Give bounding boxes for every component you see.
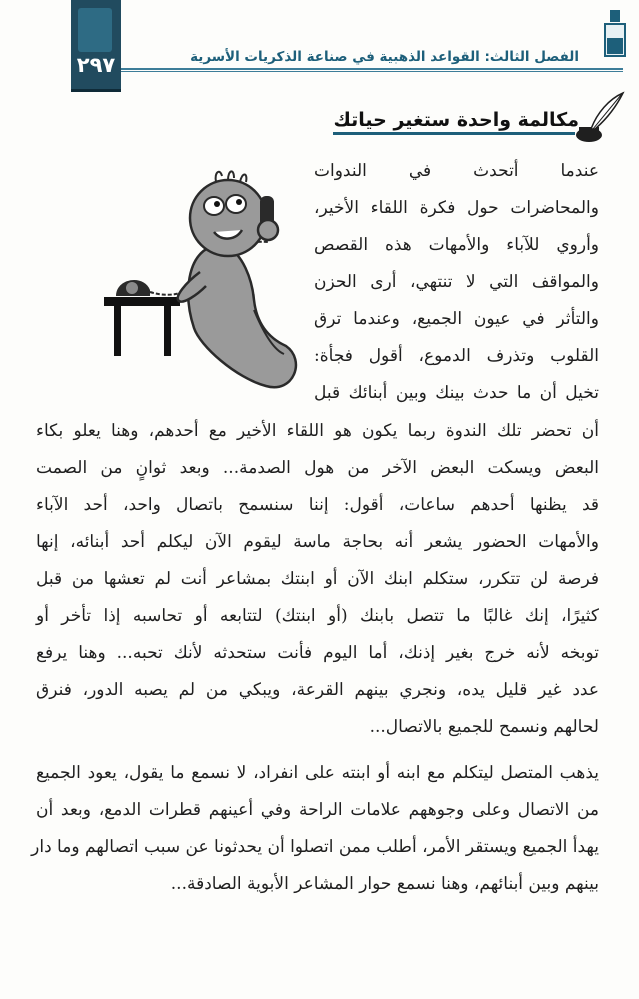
text-line: وأروي للآباء والأمهات هذه القصص [314,235,599,255]
text-line: فرصة لن تتكرر، ستكلم ابنك الآن أو ابنتك بمشاعر أنت لم تعشها من قبل [36,569,599,589]
text-line: قد يظنها أحدهم ساعات، أقول: إننا سنسمح باتصال واحد، أحد الآباء [36,495,599,515]
text-line: توبخه لأنه خرج بغير إذنك، أما اليوم فأنت ستحدثه لأنك تحبه... وهنا يرفع [36,643,599,663]
text-line: والمواقف التي لا تنتهي، أرى الحزن [314,272,599,292]
section-heading [333,97,579,143]
page-number-tab [71,0,121,92]
text-line: تخيل أن ما حدث بينك وبين أبنائك قبل [314,383,599,403]
text-line: عندما أتحدث في الندوات [314,161,599,181]
heading-underline [333,132,575,135]
text-line: يذهب المتصل ليتكلم مع ابنه أو ابنته على انفراد، لا نسمع ما يقول، يعود الجميع [36,763,599,783]
text-line: والأمهات الحضور يشعر أنه بحاجة ماسة ليقوم الآن ليكلم أحد أبنائه، إنها [36,532,599,552]
chapter-title: الفصل الثالث: القواعد الذهبية في صناعة الذكريات الأسرية [190,49,579,65]
text-line: أن تحضر تلك الندوة ربما يكون هو اللقاء الأخير مع أحدهم، وهنا يعلو بكاء [36,421,599,441]
cartoon-phone-call-icon [96,160,310,398]
text-line: بينهم وبين أبنائهم، وهنا نسمع حوار المشاعر الأبوية الصادقة... [170,874,599,894]
text-line: لحالهم ونسمح للجميع بالاتصال... [369,717,599,737]
text-line: والتأثر في عيون الجميع، وعندما ترق [314,309,599,329]
page-number: ٢٩٧ [76,53,116,77]
header-rule [121,68,623,72]
text-line: البعض ويسكت البعض الآخر من هول الصدمة... وبعد ثوانٍ من الصمت [36,458,599,478]
section-title: مكالمة واحدة ستغير حياتك [333,109,579,131]
text-line: من الاتصال وعلى وجوههم علامات الراحة وفي أعينهم قطرات الدمع، وبعد أن [36,800,599,820]
text-line: القلوب وتذرف الدموع، أقول فجأة: [314,346,599,366]
text-line: كثيرًا، إنك غالبًا ما تتصل بابنك (أو ابنتك) لتتابعه أو تحاسبه إذا تأخر أو [36,606,599,626]
text-line: والمحاضرات حول فكرة اللقاء الأخير، [314,198,599,218]
ink-bottle-icon [601,8,629,60]
text-line: يهدأ الجميع ويستقر الأمر، أطلب ممن اتصلوا أن يحدثونا عن سبب اتصالهم وما دار [31,837,599,857]
text-line: عدد غير قليل يده، ونجري بينهم القرعة، ويبكي من لم يصبه الدور، فنرق [36,680,599,700]
